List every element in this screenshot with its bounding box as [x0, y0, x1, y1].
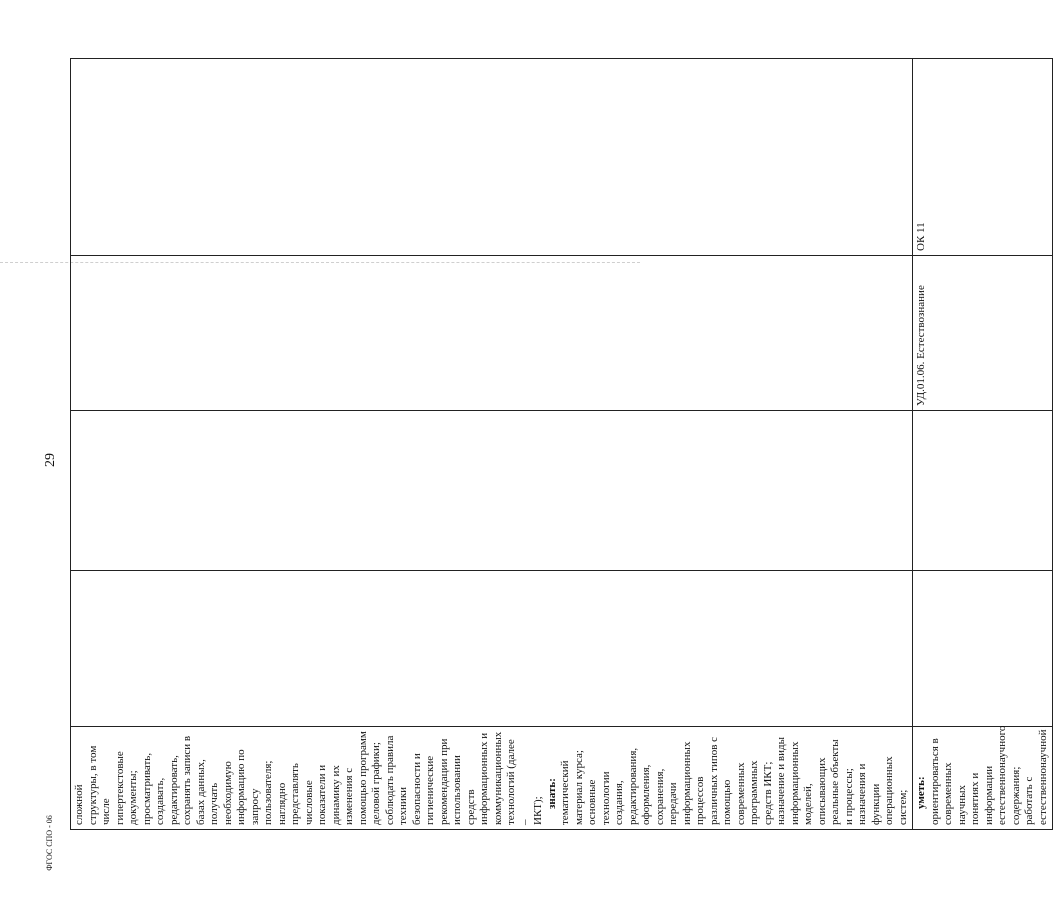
table-cell-empty	[71, 59, 913, 256]
rotated-table-wrapper	[70, 60, 1049, 830]
footer-standard-code: ФГОС СПО - 06	[45, 815, 54, 871]
text-line: сохранять записи в базах данных, получать	[181, 735, 220, 825]
text-line: естественнонаучного содержания;	[996, 725, 1022, 825]
skills-label: уметь:	[915, 776, 927, 809]
text-line: назначения и функции операционных	[856, 756, 895, 825]
know-label: знать:	[545, 778, 558, 809]
text-line: различных типов с помощью современных	[707, 736, 747, 825]
table-row-1	[71, 59, 913, 830]
text-line: показатели и динамику их изменения с	[316, 764, 355, 825]
text-line: гипертекстовые документы;	[113, 751, 139, 825]
text-line: использовании средств информационных и	[451, 732, 490, 825]
text-line: просматривать, создавать, редактировать,	[140, 752, 180, 825]
text-line: сложной структуры, в том числе	[73, 745, 112, 825]
text-line: назначение и виды информационных	[775, 737, 801, 825]
discipline-code-cell: УД.01.06. Естествознание	[913, 256, 1053, 411]
text-line: необходимую информацию по запросу	[221, 749, 261, 825]
text-line: ИКТ);	[532, 796, 544, 825]
text-line: наглядно представлять числовые	[275, 763, 315, 825]
text-line: и процессы;	[842, 768, 855, 825]
curriculum-table	[70, 58, 1053, 830]
table-cell-empty	[71, 571, 913, 727]
text-line: понятиях и информации	[969, 765, 995, 825]
table-row-2	[913, 59, 1053, 830]
text-line: программных средств ИКТ;	[748, 760, 774, 825]
table-cell-competencies	[71, 727, 913, 830]
text-line: систем;	[896, 789, 909, 825]
text-line: коммуникационных технологий (далее –	[491, 731, 531, 825]
knowledge-list	[559, 731, 910, 825]
text-line: передачи информационных процессов	[667, 741, 706, 825]
table-cell-empty	[913, 571, 1053, 727]
text-line: ориентироваться в современных научных	[928, 738, 968, 825]
text-line: редактирования, оформления, сохранения,	[626, 747, 666, 825]
competence-code-cell: ОК 11	[913, 59, 1053, 256]
text-line: моделей, описывающих реальные объекты	[802, 739, 841, 825]
table-cell-skills	[913, 727, 1053, 830]
text-line: пользователя;	[262, 760, 274, 825]
text-line: работать с естественнонаучной	[1023, 729, 1049, 825]
skills-list	[73, 731, 546, 825]
text-line: тематический материал курса;	[559, 750, 585, 825]
text-line: основные технологии создания,	[586, 771, 625, 825]
text-line: помощью программ деловой графики;	[356, 731, 382, 825]
text-line: соблюдать правила техники безопасности и	[383, 735, 423, 825]
page-number: 29	[43, 453, 58, 467]
table-cell-empty	[913, 411, 1053, 571]
text-line: гигиенические рекомендации при	[424, 738, 450, 825]
table-cell-empty	[71, 411, 913, 571]
table-cell-empty	[71, 256, 913, 411]
